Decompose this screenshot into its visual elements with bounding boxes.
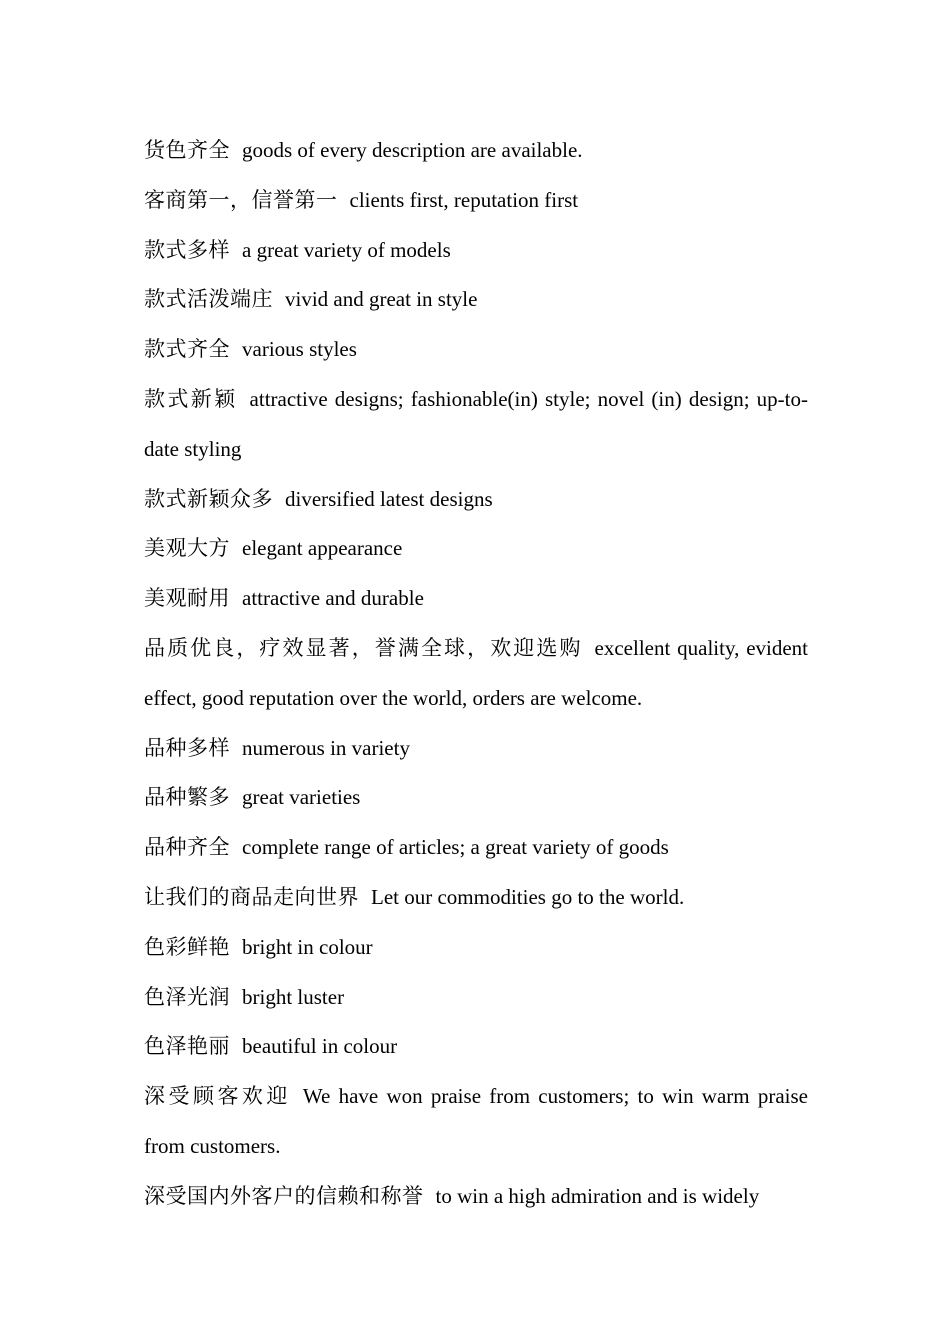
english-translation: excellent quality, evident effect, good reputation over the world, orders are welcome. bbox=[144, 635, 808, 710]
chinese-phrase: 款式多样 bbox=[144, 237, 230, 262]
english-translation: clients first, reputation first bbox=[349, 187, 579, 212]
chinese-phrase: 款式新颖众多 bbox=[144, 486, 273, 511]
phrase-entry bbox=[144, 923, 808, 973]
english-translation: diversified latest designs bbox=[285, 486, 493, 511]
chinese-phrase: 品种多样 bbox=[144, 735, 230, 760]
phrase-entry bbox=[144, 475, 808, 525]
english-translation: great varieties bbox=[242, 785, 361, 810]
phrase-entry bbox=[144, 176, 808, 226]
english-translation: bright luster bbox=[242, 984, 345, 1009]
chinese-phrase: 款式活泼端庄 bbox=[144, 287, 273, 312]
phrase-entry bbox=[144, 275, 808, 325]
phrase-entry bbox=[144, 773, 808, 823]
chinese-phrase: 品种齐全 bbox=[144, 835, 230, 860]
phrase-entry bbox=[144, 574, 808, 624]
chinese-phrase: 色泽艳丽 bbox=[144, 1034, 230, 1059]
english-translation: Let our commodities go to the world. bbox=[371, 884, 685, 909]
phrase-entry bbox=[144, 1022, 808, 1072]
english-translation: elegant appearance bbox=[242, 536, 403, 561]
phrase-entry bbox=[144, 823, 808, 873]
english-translation: goods of every description are available. bbox=[242, 138, 583, 162]
phrase-entry bbox=[144, 873, 808, 923]
english-translation: numerous in variety bbox=[242, 735, 410, 760]
chinese-phrase: 款式齐全 bbox=[144, 337, 230, 362]
phrase-entry bbox=[144, 1072, 808, 1172]
english-translation: vivid and great in style bbox=[285, 287, 478, 312]
phrase-list bbox=[144, 126, 808, 1222]
english-translation: to win a high admiration and is widely bbox=[435, 1183, 760, 1208]
english-translation: bright in colour bbox=[242, 934, 373, 959]
chinese-phrase: 美观大方 bbox=[144, 536, 230, 561]
phrase-entry bbox=[144, 724, 808, 774]
english-translation: various styles bbox=[242, 337, 357, 362]
chinese-phrase: 货色齐全 bbox=[144, 138, 230, 162]
chinese-phrase: 让我们的商品走向世界 bbox=[144, 884, 359, 909]
english-translation: beautiful in colour bbox=[242, 1034, 398, 1059]
english-translation: attractive and durable bbox=[242, 586, 424, 611]
chinese-phrase: 深受国内外客户的信赖和称誉 bbox=[144, 1183, 424, 1208]
phrase-entry bbox=[144, 126, 808, 176]
phrase-entry bbox=[144, 524, 808, 574]
phrase-entry bbox=[144, 624, 808, 724]
english-translation: attractive designs; fashionable(in) style; novel (in) design; up-to-date styling bbox=[144, 386, 809, 461]
chinese-phrase: 款式新颖 bbox=[144, 386, 238, 411]
chinese-phrase: 色彩鲜艳 bbox=[144, 934, 230, 959]
english-translation: We have won praise from customers; to win warm praise from customers. bbox=[144, 1084, 808, 1158]
phrase-entry bbox=[144, 325, 808, 375]
phrase-entry bbox=[144, 1172, 808, 1222]
phrase-entry bbox=[144, 375, 808, 475]
chinese-phrase: 色泽光润 bbox=[144, 984, 230, 1009]
chinese-phrase: 美观耐用 bbox=[144, 586, 230, 611]
chinese-phrase: 深受顾客欢迎 bbox=[144, 1084, 291, 1109]
phrase-entry bbox=[144, 973, 808, 1023]
chinese-phrase: 客商第一，信誉第一 bbox=[144, 187, 338, 212]
english-translation: complete range of articles; a great variety of goods bbox=[242, 835, 669, 860]
english-translation: a great variety of models bbox=[242, 237, 451, 262]
chinese-phrase: 品种繁多 bbox=[144, 785, 230, 810]
chinese-phrase: 品质优良，疗效显著，誉满全球，欢迎选购 bbox=[144, 635, 583, 660]
phrase-entry bbox=[144, 226, 808, 276]
